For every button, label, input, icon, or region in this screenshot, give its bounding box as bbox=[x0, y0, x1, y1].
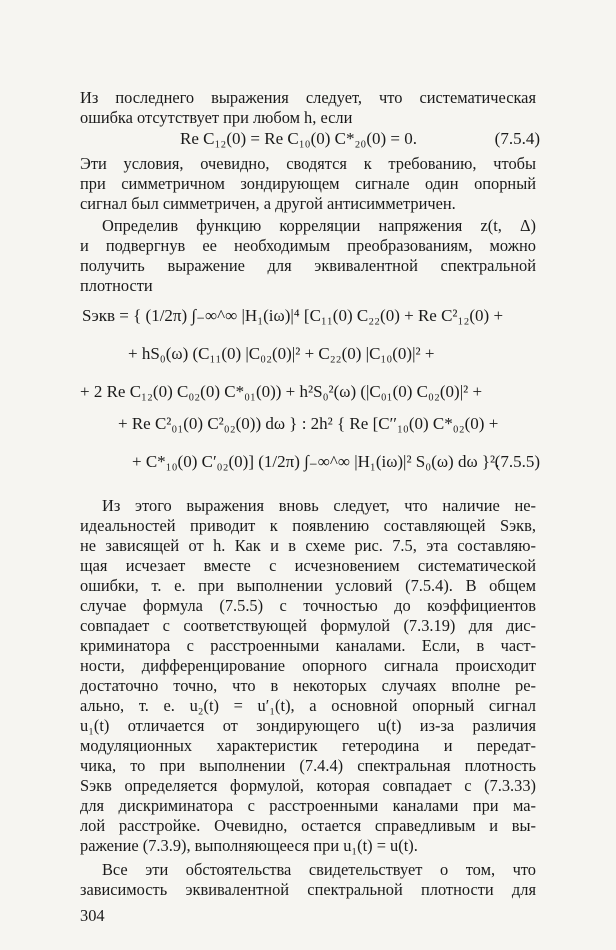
page-number: 304 bbox=[80, 906, 105, 925]
text-line: для дискриминатора с расстроенными каналами при ма- bbox=[80, 796, 536, 815]
text-line: криминатора с расстроенными каналами. Если, в част- bbox=[80, 636, 536, 655]
text-line: Все эти обстоятельства свидетельствует о том, что bbox=[102, 860, 536, 879]
equation-line: Sэкв = { (1/2π) ∫₋∞^∞ |H₁(iω)|⁴ [C₁₁(0) C₂₂(0) + Re C²₁₂(0) + bbox=[82, 306, 504, 325]
text-line: ражение (7.3.9), выполняющееся при u₁(t) = u(t). bbox=[80, 836, 418, 855]
text-line: не зависящей от h. Как и в схеме рис. 7.5, эта составляю- bbox=[80, 536, 536, 555]
text-line: плотности bbox=[80, 276, 153, 295]
text-line: совпадает с соответствующей формулой (7.3.19) для дис- bbox=[80, 616, 536, 635]
equation-number: (7.5.5) bbox=[494, 452, 540, 471]
equation-7-5-5 bbox=[80, 300, 540, 490]
text-line: модуляционных характеристик гетеродина и передат- bbox=[80, 736, 536, 755]
text-line: случае формула (7.5.5) с точностью до коэффициентов bbox=[80, 596, 536, 615]
text-line: сигнал был симметричен, а другой антисимметричен. bbox=[80, 194, 456, 213]
text-line: получить выражение для эквивалентной спектральной bbox=[80, 256, 536, 275]
text-line: Из этого выражения вновь следует, что наличие не- bbox=[102, 496, 536, 515]
text-line: зависимость эквивалентной спектральной плотности для bbox=[80, 880, 536, 899]
text-line: ошибки, т. е. при выполнении условий (7.5.4). В общем bbox=[80, 576, 536, 595]
equation-line: + Re C²₀₁(0) C²₀₂(0)) dω } : 2h² { Re [C′′₁₀(0) C*₀₂(0) + bbox=[118, 414, 499, 433]
equation-line: + hS₀(ω) (C₁₁(0) |C₀₂(0)|² + C₂₂(0) |C₁₀(0)|² + bbox=[128, 344, 435, 363]
text-line: щая исчезает вместе с исчезновением систематической bbox=[80, 556, 536, 575]
text-line: при симметричном зондирующем сигнале один опорный bbox=[80, 174, 536, 193]
text-line: Из последнего выражения следует, что систематическая bbox=[80, 88, 536, 107]
text-line: Sэкв определяется формулой, которая совпадает с (7.3.33) bbox=[80, 776, 536, 795]
text-line: ошибка отсутствует при любом h, если bbox=[80, 108, 353, 127]
text-line: лой расстройке. Очевидно, остается справедливым и вы- bbox=[80, 816, 536, 835]
equation-expression: Re C₁₂(0) = Re C₁₀(0) C*₂₀(0) = 0. bbox=[180, 129, 417, 148]
equation-number: (7.5.4) bbox=[494, 129, 540, 148]
text-line: ально, т. е. u₂(t) = u′₁(t), а основной опорный сигнал bbox=[80, 696, 536, 715]
text-line: достаточно точно, что в некоторых случаях вполне ре- bbox=[80, 676, 536, 695]
text-line: Эти условия, очевидно, сводятся к требованию, чтобы bbox=[80, 154, 536, 173]
text-line: чика, то при выполнении (7.4.4) спектральная плотность bbox=[80, 756, 536, 775]
text-line: Определив функцию корреляции напряжения z(t, Δ) bbox=[102, 216, 536, 235]
text-line: и подвергнув ее необходимым преобразованиям, можно bbox=[80, 236, 536, 255]
equation-line: + C*₁₀(0) C′₀₂(0)] (1/2π) ∫₋∞^∞ |H₁(iω)|² S₀(ω) dω }². bbox=[132, 452, 500, 471]
text-line: u₁(t) отличается от зондирующего u(t) из-за различия bbox=[80, 716, 536, 735]
equation-7-5-4 bbox=[80, 127, 540, 151]
text-line: идеальностей приводит к появлению составляющей Sэкв, bbox=[80, 516, 536, 535]
text-line: ности, дифференцирование опорного сигнала происходит bbox=[80, 656, 536, 675]
equation-line: + 2 Re C₁₂(0) C₀₂(0) C*₀₁(0)) + h²S₀²(ω) (|C₀₁(0) C₀₂(0)|² + bbox=[80, 382, 483, 401]
